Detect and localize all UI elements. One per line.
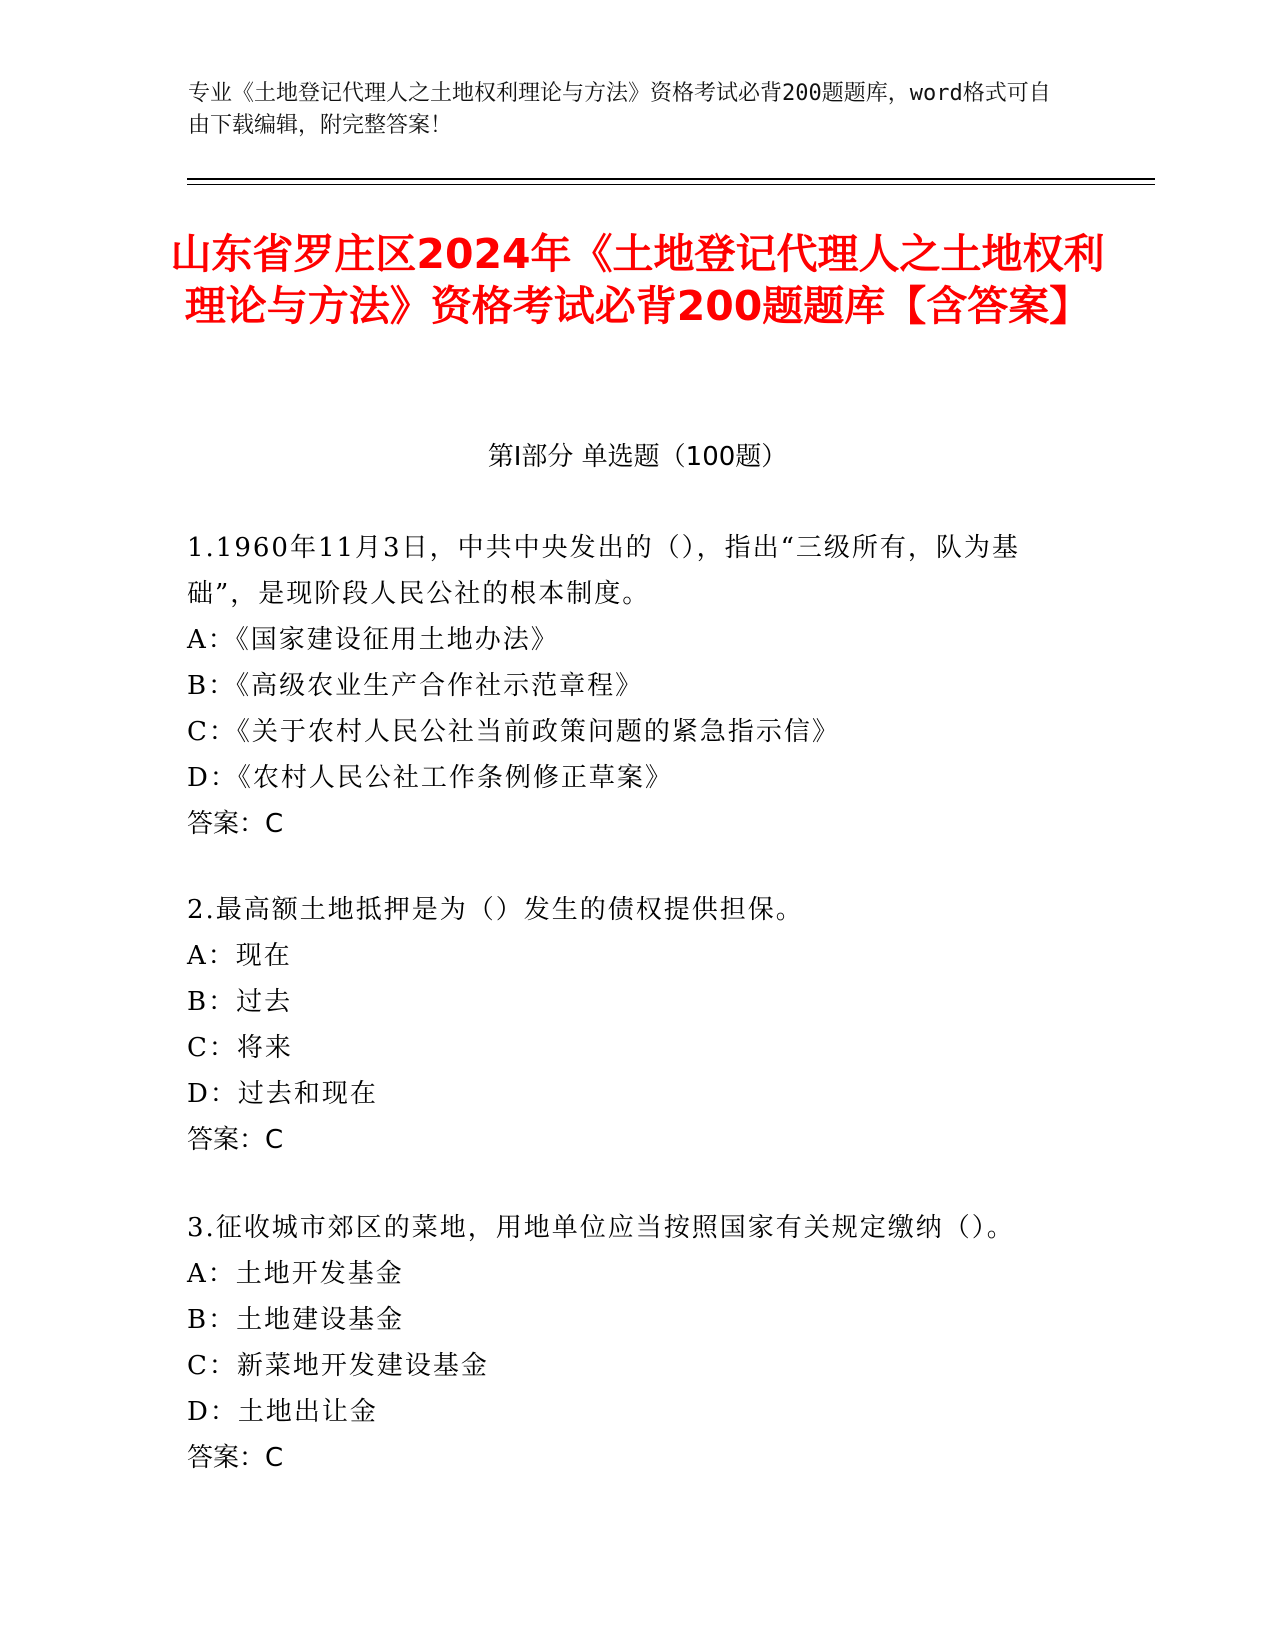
option-b: B：《高级农业生产合作社示范章程》 xyxy=(187,671,644,701)
option-d: D：《农村人民公社工作条例修正草案》 xyxy=(187,763,673,793)
question-3 xyxy=(187,1205,1087,1481)
question-1 xyxy=(187,525,1087,847)
header-divider-thin xyxy=(187,184,1155,185)
question-2 xyxy=(187,887,1087,1163)
answer: 答案：C xyxy=(187,1125,284,1155)
option-a: A：现在 xyxy=(187,941,292,971)
option-b: B：土地建设基金 xyxy=(187,1305,405,1335)
question-stem: 1.1960年11月3日，中共中央发出的（），指出“三级所有，队为基础”，是现阶段人民公社的根本制度。 xyxy=(187,533,1020,609)
option-d: D：土地出让金 xyxy=(187,1397,378,1427)
header-note: 专业《土地登记代理人之土地权利理论与方法》资格考试必背200题题库，word格式可自由下载编辑，附完整答案！ xyxy=(188,81,1051,138)
answer: 答案：C xyxy=(187,1443,284,1473)
option-a: A：土地开发基金 xyxy=(187,1259,404,1289)
document-title: 山东省罗庄区2024年《土地登记代理人之土地权利理论与方法》资格考试必背200题题库【含答案】 xyxy=(170,230,1105,330)
option-b: B：过去 xyxy=(187,987,293,1017)
option-c: C：《关于农村人民公社当前政策问题的紧急指示信》 xyxy=(187,717,840,747)
question-stem: 2.最高额土地抵押是为（）发生的债权提供担保。 xyxy=(187,895,804,925)
option-c: C：新菜地开发建设基金 xyxy=(187,1351,489,1381)
answer: 答案：C xyxy=(187,809,284,839)
header-divider-thick xyxy=(187,178,1155,180)
section-heading: 第Ⅰ部分 单选题（100题） xyxy=(487,442,788,472)
option-d: D：过去和现在 xyxy=(187,1079,378,1109)
question-stem: 3.征收城市郊区的菜地，用地单位应当按照国家有关规定缴纳（）。 xyxy=(187,1213,1015,1243)
option-c: C：将来 xyxy=(187,1033,293,1063)
option-a: A：《国家建设征用土地办法》 xyxy=(187,625,559,655)
